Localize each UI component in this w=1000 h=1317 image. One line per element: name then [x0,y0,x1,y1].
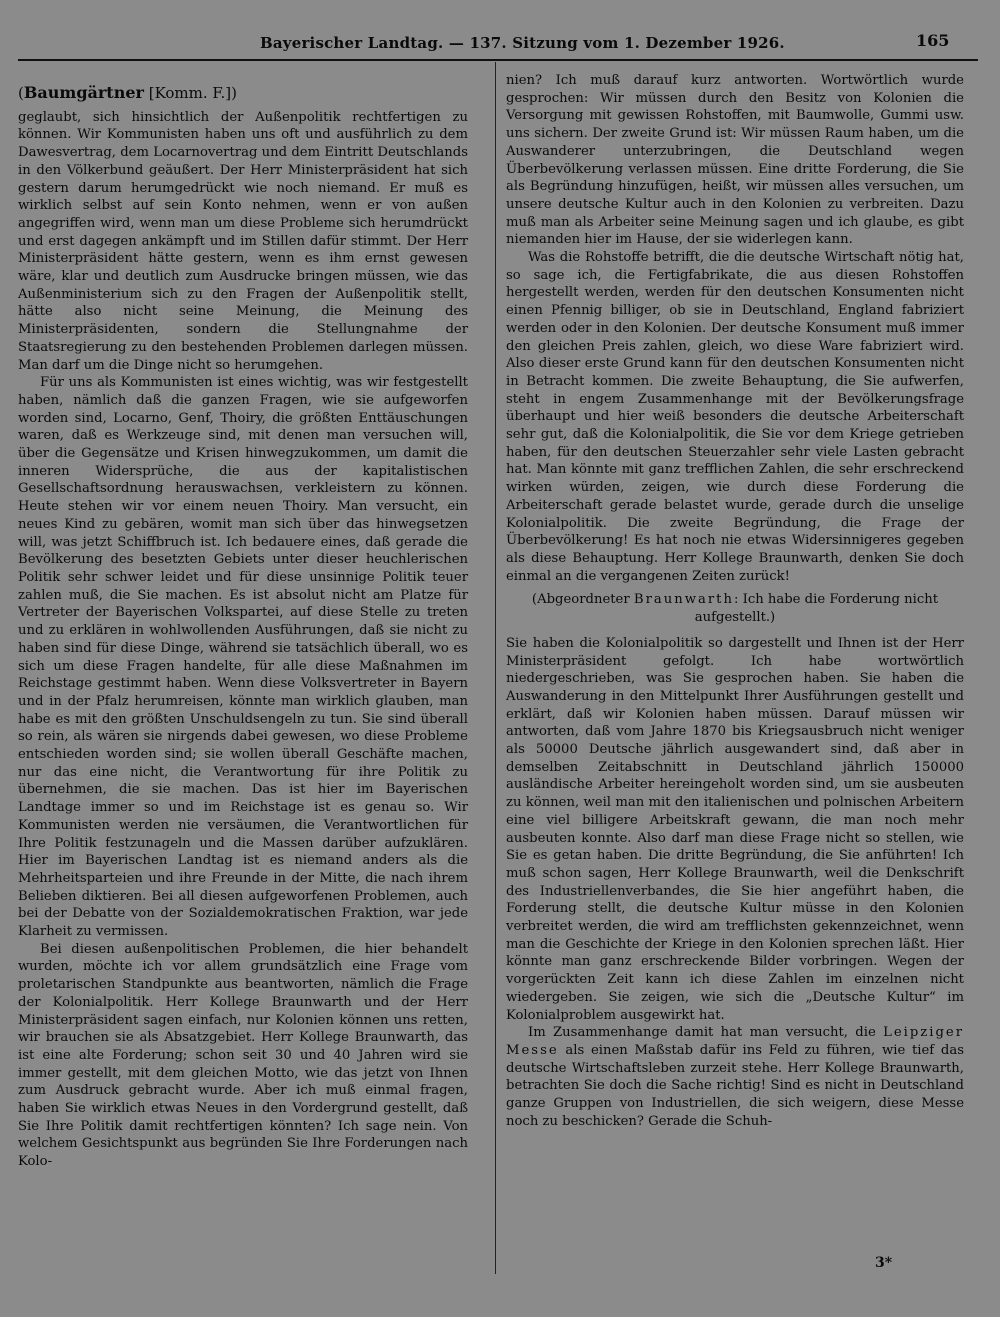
right-paragraph-4-rest: als einen Maßstab dafür ins Feld zu führen, wie tief das deutsche Wirtschaftsleben zurzeit stehe. Herr Kollege Braunwarth, betrachten Sie doch die Sache richtig! Sind es nicht in Deutschland ganze Gruppen von Industriellen, die sich weigern, diese Messe noch zu beschicken? Gerade die Schuh- [506,1042,964,1129]
interjection-text: : Ich habe die Forderung nicht aufgestellt.) [694,592,939,626]
column-divider [495,62,496,1274]
leipziger-messe: Leipziger Messe [506,1025,964,1058]
interjection [506,591,964,626]
header-rule [18,59,978,61]
speaker-name: Baumgärtner [23,83,144,102]
right-paragraph-2: Was die Rohstoffe betrifft, die die deutsche Wirtschaft nötig hat, so sage ich, die Fertigfabrikate, die aus diesen Rohstoffen hergestellt werden, werden für den deutschen Konsumenten nicht einen Pfennig billiger, ob sie in Deutschland, England fabriziert werden oder in den Kolonien. Der deutsche Konsument muß immer den gleichen Preis zahlen, gleich, wo diese Ware fabriziert wird. Also dieser erste Grund kann für den deutschen Konsumenten nicht in Betracht kommen. Die zweite Behauptung, die Sie aufwerfen, steht in engem Zusammenhange mit der Bevölkerungsfrage überhaupt und hier weiß besonders die deutsche Arbeiterschaft sehr gut, daß die Kolonialpolitik, die Sie vor dem Kriege getrieben haben, für den deutschen Steuerzahler sehr viele Lasten gebracht hat. Man könnte mit ganz trefflichen Zahlen, die sehr erschreckend wirken würden, zeigen, wie durch diese Forderung die Arbeiterschaft gerade belastet wurde, gerade durch die unselige Kolonialpolitik. Die zweite Begründung, die Frage der Überbevölkerung! Es hat noch nie etwas Widersinnigeres gegeben als diese Behauptung. Herr Kollege Braunwarth, denken Sie doch einmal an die vergangenen Zeiten zurück! [506,250,964,584]
left-paragraph-2: Für uns als Kommunisten ist eines wichtig, was wir festgestellt haben, nämlich daß die ganzen Fragen, wie sie aufgeworfen worden sind, Locarno, Genf, Thoiry, die größten Enttäuschungen waren, daß es Werkzeuge sind, mit denen man versuchen will, über die Gegensätze und Krisen hinwegzukommen, um damit die inneren Widersprüche, die aus der kapitalistischen Gesellschaftsordnung herauswachsen, verkleistern zu können. Heute stehen wir vor einem neuen Thoiry. Man versucht, ein neues Kind zu gebären, womit man sich über das hinwegsetzen will, was jetzt Schiffbruch ist. Ich bedauere eines, daß gerade die Bevölkerung des besetzten Gebiets unter dieser heuchlerischen Politik sehr schwer leidet und für diese unsinnige Politik teuer zahlen muß, die Sie machen. Es ist absolut nicht am Platze für Vertreter der Bayerischen Volkspartei, auf diese Stelle zu treten und zu erklären in wohlwollenden Ausführungen, daß sie nicht zu haben sind für diese Dinge, während sie tatsächlich überall, wo es sich um diese Fragen handelte, für alle diese Maßnahmen im Reichstage gestimmt haben. Wenn diese Volksvertreter in Bayern und in der Pfalz herumreisen, könnte man wirklich glauben, man habe es mit den größten Unschuldsengeln zu tun. Sie sind überall so rein, als wären sie nirgends dabei gewesen, wo diese Probleme entschieden worden sind; sie wollen überall Geschäfte machen, nur das eine nicht, die Verantwortung für ihre Politik zu übernehmen, die sie machen. Das ist hier im Bayerischen Landtage immer so und im Reichstage ist es genau so. Wir Kommunisten werden nie versäumen, die Verantwortlichen für Ihre Politik festzunageln und die Massen darüber aufzuklären. Hier im Bayerischen Landtag ist es niemand anders als die Mehrheitsparteien und ihre Freunde in der Mitte, die nach ihrem Belieben diktieren. Bei all diesen aufgeworfenen Problemen, auch bei der Debatte von der Sozialdemokratischen Fraktion, war jede Klarheit zu vermissen. [18,375,468,940]
right-column [506,72,964,1130]
right-paragraph-4 [506,1024,964,1130]
speaker-party: [Komm. F.] [148,84,232,102]
left-column [18,72,468,1171]
right-paragraph-1: nien? Ich muß darauf kurz antworten. Wortwörtlich wurde gesprochen: Wir müssen durch den Besitz von Kolonien die Versorgung mit gewissen Rohstoffen, mit Baumwolle, Gummi usw. uns sichern. Der zweite Grund ist: Wir müssen Raum haben, um die Auswanderer unterzubringen, die Deutschland wegen Überbevölkerung verlassen müssen. Eine dritte Forderung, die Sie als Begründung hinzufügen, heißt, wir müssen alles versuchen, um unsere deutsche Kultur auch in den Kolonien zu verbreiten. Dazu muß man als Arbeiter seine Meinung sagen und ich glaube, es gibt niemanden hier im Hause, der sie widerlegen kann. [506,73,964,248]
signature-mark: 3* [875,1255,893,1271]
right-paragraph-3: Sie haben die Kolonialpolitik so dargestellt und Ihnen ist der Herr Ministerpräsident gefolgt. Ich habe wortwörtlich niedergeschrieben, was Sie gesprochen haben. Sie haben die Auswanderung in den Mittelpunkt Ihrer Ausführungen gestellt und erklärt, daß wir Kolonien haben müssen. Darauf müssen wir antworten, daß vom Jahre 1870 bis Kriegsausbruch nicht weniger als 50000 Deutsche jährlich ausgewandert sind, daß aber in demselben Zeitabschnitt in Deutschland jährlich 150000 ausländische Arbeiter hereingeholt worden sind, um sie ausbeuten zu können, weil man mit den italienischen und polnischen Arbeitern eine viel billigere Arbeitskraft gewann, die man noch mehr ausbeuten konnte. Also darf man diese Frage nicht so stellen, wie Sie es getan haben. Die dritte Begründung, die Sie anführten! Ich muß schon sagen, Herr Kollege Braunwarth, weil die Denkschrift des Industriellenverbandes, die Sie hier angeführt haben, die Forderung stellt, die deutsche Kultur müsse in den Kolonien verbreitet werden, die wird am trefflichsten gekennzeichnet, wenn man die Geschichte der Kriege in den Kolonien sprechen läßt. Hier könnte man ganz erschreckende Bilder vorbringen. Wegen der vorgerückten Zeit kann ich diese Zahlen im einzelnen nicht wiedergeben. Sie zeigen, wie sich die „Deutsche Kultur“ im Kolonialproblem ausgewirkt hat. [506,635,964,1023]
left-paragraph-3: Bei diesen außenpolitischen Problemen, die hier behandelt wurden, möchte ich vor allem grundsätzlich eine Frage vom proletarischen Standpunkte aus beantworten, nämlich die Frage der Kolonialpolitik. Herr Kollege Braunwarth und der Herr Ministerpräsident sagen einfach, nur Kolonien können uns retten, wir brauchen sie als Absatzgebiet. Herr Kollege Braunwarth, das ist eine alte Forderung; schon seit 30 und 40 Jahren wird sie immer gestellt, mit dem gleichen Motto, wie das jetzt von Ihnen zum Ausdruck gebracht wurde. Aber ich muß einmal fragen, haben Sie wirklich etwas Neues in den Vordergrund gestellt, daß Sie Ihre Politik damit rechtfertigen könnten? Ich sage nein. Von welchem Gesichtspunkt aus begründen Sie Ihre Forderungen nach Kolo- [18,941,468,1170]
running-head: Bayerischer Landtag. — 137. Sitzung vom 1. Dezember 1926. [260,34,785,52]
speaker-line: (Baumgärtner [Komm. F.]) [18,83,237,102]
page-number: 165 [916,31,950,50]
right-paragraph-4-start: Im Zusammenhange damit hat man versucht, die [528,1025,884,1041]
left-paragraph-1: geglaubt, sich hinsichtlich der Außenpolitik rechtfertigen zu können. Wir Kommunisten haben uns oft und ausführlich zu dem Dawesvertrag, dem Locarnovertrag und dem Eintritt Deutschlands in den Völkerbund geäußert. Der Herr Ministerpräsident hat sich gestern darum herumgedrückt wie noch niemand. Er muß es wirklich selbst auf sein Konto nehmen, wenn er von außen angegriffen wird, wenn man um diese Probleme sich herumdrückt und erst dagegen ankämpft und im Stillen dafür stimmt. Der Herr Ministerpräsident hätte gestern, wenn es ihm ernst gewesen wäre, klar und deutlich zum Ausdrucke bringen müssen, wie das Außenministerium sich zu den Fragen der Außenpolitik stellt, hätte also nicht seine Meinung, die Meinung des Ministerpräsidenten, sondern die Stellungnahme der Staatsregierung zu den bestehenden Problemen darlegen müssen. Man darf um die Dinge nicht so herumgehen. [18,109,468,373]
interjection-speaker: Braunwarth [633,592,734,608]
interjection-prefix: (Abgeordneter [531,592,634,608]
